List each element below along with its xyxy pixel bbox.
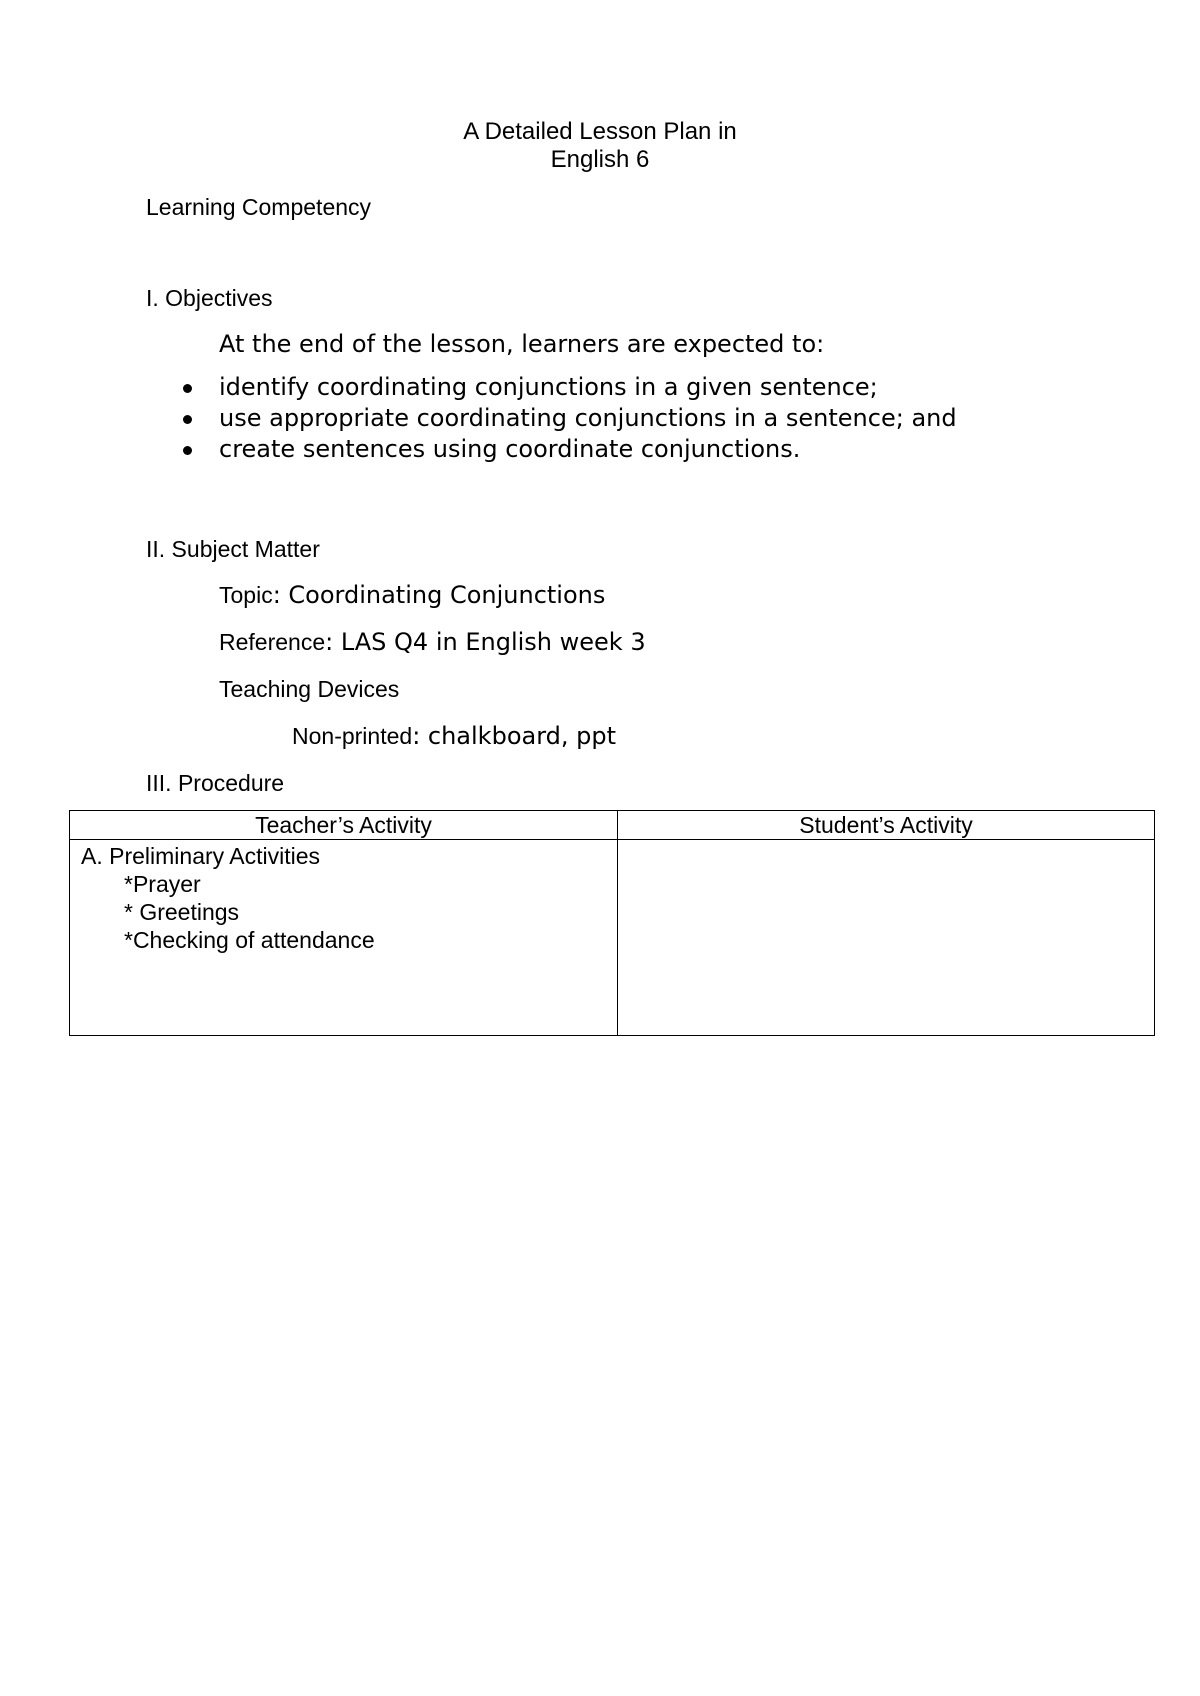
procedure-table bbox=[69, 810, 1155, 1036]
topic-line bbox=[219, 580, 605, 614]
table-row bbox=[70, 840, 1155, 1036]
activity-item-greetings: * Greetings bbox=[124, 899, 240, 925]
activity-item-attendance: *Checking of attendance bbox=[124, 927, 375, 953]
reference-label: Reference bbox=[219, 629, 326, 655]
learning-competency-label: Learning Competency bbox=[146, 194, 372, 220]
document-title-line-1: A Detailed Lesson Plan in bbox=[463, 118, 737, 145]
teacher-activity-cell bbox=[70, 840, 618, 1036]
preliminary-activities-heading: A. Preliminary Activities bbox=[81, 843, 321, 869]
document-title-line-2: English 6 bbox=[550, 146, 650, 173]
teacher-activity-header: Teacher’s Activity bbox=[70, 811, 618, 840]
objectives-intro: At the end of the lesson, learners are expected to: bbox=[219, 330, 825, 358]
objective-item: identify coordinating conjunctions in a given sentence; bbox=[182, 372, 957, 403]
topic-label: Topic bbox=[219, 582, 273, 608]
objective-item: use appropriate coordinating conjunctions in a sentence; and bbox=[182, 403, 957, 434]
subject-matter-heading: II. Subject Matter bbox=[146, 536, 320, 562]
student-activity-cell bbox=[618, 840, 1155, 1036]
non-printed-value: : chalkboard, ppt bbox=[412, 722, 617, 750]
objectives-list bbox=[182, 372, 957, 465]
reference-value: : LAS Q4 in English week 3 bbox=[325, 628, 646, 656]
reference-line bbox=[219, 627, 646, 661]
non-printed-label: Non-printed bbox=[292, 723, 413, 749]
student-activity-header: Student’s Activity bbox=[618, 811, 1155, 840]
topic-value: : Coordinating Conjunctions bbox=[272, 581, 606, 609]
procedure-heading: III. Procedure bbox=[146, 770, 285, 796]
objective-item: create sentences using coordinate conjunctions. bbox=[182, 434, 957, 465]
activity-item-prayer: *Prayer bbox=[124, 871, 201, 897]
table-header-row bbox=[70, 811, 1155, 840]
teaching-devices-label: Teaching Devices bbox=[219, 676, 400, 702]
objectives-heading: I. Objectives bbox=[146, 285, 273, 311]
non-printed-line bbox=[292, 721, 616, 755]
